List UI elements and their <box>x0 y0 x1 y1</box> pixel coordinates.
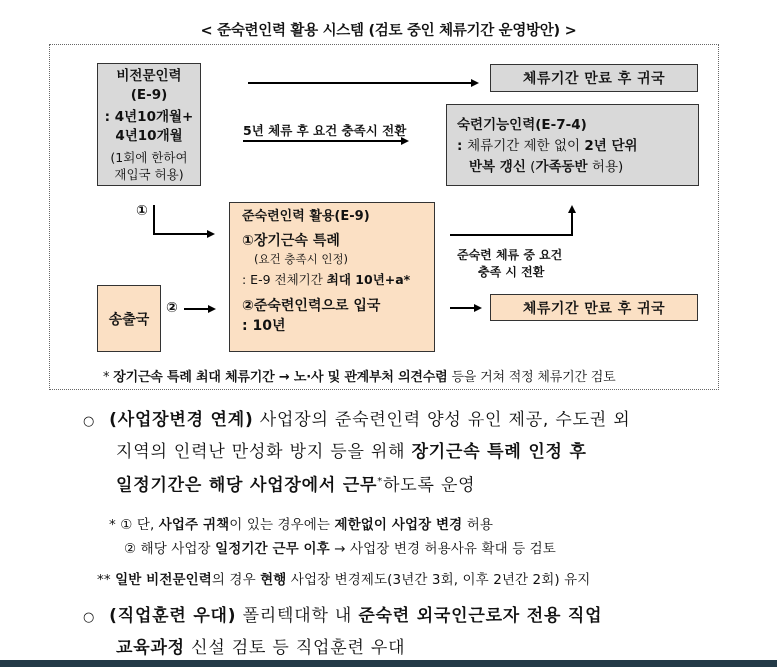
e9-line1: 비전문인력 <box>116 67 182 84</box>
junsuk-item2-period: : 10년 <box>242 318 286 334</box>
section2-line1 <box>83 601 602 633</box>
note-2 <box>124 537 556 557</box>
section2-text1: 폴리텍대학 내 <box>236 606 359 626</box>
semi-skilled-worker-box <box>229 202 435 352</box>
e74-desc-normal: 체류기간 제한 없이 <box>467 138 585 154</box>
section2-text2: 신설 검토 등 직업훈련 우대 <box>184 638 406 658</box>
note3-bold1: 일반 비전문인력 <box>115 572 212 588</box>
section1-line2 <box>83 437 630 467</box>
section1-bold3: 일정기간은 해당 사업장에서 근무 <box>116 475 378 496</box>
e74-skilled-worker-box <box>446 104 699 186</box>
e74-desc-bold3: 가족동반 <box>535 159 588 175</box>
section1-text2: 지역의 인력난 만성화 방지 등을 위해 <box>116 442 412 462</box>
arrow-line-bottom <box>450 307 476 309</box>
path1-vertical <box>153 205 155 235</box>
e74-desc-end: 허용) <box>587 159 624 175</box>
note2-text1: → 사업장 변경 허용사유 확대 등 검토 <box>329 541 556 557</box>
e9-line2: (E-9) <box>130 86 168 103</box>
e9-line5: (1회에 한하여 <box>110 149 188 165</box>
e9-line6: 재입국 허용) <box>114 166 184 182</box>
section2-line2 <box>83 633 602 663</box>
bullet-icon: ○ <box>83 414 96 429</box>
junsuk-item1: ①장기근속 특례 <box>242 233 340 249</box>
diagram-title: < 준숙련인력 활용 시스템 (검토 중인 체류기간 운영방안) > <box>200 23 577 39</box>
junsuk-item2: ②준숙련인력으로 입국 <box>242 298 381 314</box>
section1-line1 <box>83 405 630 437</box>
return-home-box-bottom: 체류기간 만료 후 귀국 <box>490 294 698 321</box>
e74-desc-bold2: 반복 갱신 <box>469 159 526 175</box>
conversion-vertical <box>571 211 573 236</box>
marker-2: ② <box>166 300 178 316</box>
section2-bold1: 준숙련 외국인근로자 전용 직업 <box>358 606 603 626</box>
note3-bold2: 현행 <box>260 572 287 588</box>
section1-line3 <box>83 467 630 501</box>
note2-prefix: ② 해당 사업장 <box>124 541 216 557</box>
bottom-bar <box>0 660 777 667</box>
bullet-icon: ○ <box>83 610 96 625</box>
arrowhead-transition <box>401 137 409 145</box>
note1-bold1: 사업주 귀책 <box>158 517 230 533</box>
junsuk-period-prefix: : E-9 전체기간 <box>242 272 327 287</box>
path2-line <box>184 308 210 310</box>
e74-colon: : <box>457 138 468 154</box>
section-vocational-training <box>83 601 602 663</box>
junsuk-title: 준숙련인력 활용(E-9) <box>242 209 370 224</box>
section1-sup: * <box>377 476 384 487</box>
return-home-box-top: 체류기간 만료 후 귀국 <box>490 64 698 92</box>
section1-text1: 사업장의 준숙련인력 양성 유인 제공, 수도권 외 <box>253 410 631 430</box>
note1-prefix: * ① 단, <box>109 517 159 533</box>
footnote-normal: 등을 거쳐 적정 체류기간 검토 <box>447 370 616 385</box>
e74-title: 숙련기능인력(E-7-4) <box>457 117 587 133</box>
marker-1: ① <box>136 203 148 219</box>
note1-bold2: 제한없이 사업장 변경 <box>334 517 463 533</box>
e9-line3: : 4년10개월+ <box>104 108 194 125</box>
footnote-bold: 장기근속 특례 최대 체류기간 → 노·사 및 관계부처 의견수렴 <box>113 370 448 385</box>
e74-desc-bold1: 2년 단위 <box>584 138 638 154</box>
arrowhead-top <box>471 79 479 87</box>
path1-horizontal <box>153 233 209 235</box>
note3-prefix: ** <box>97 572 116 588</box>
path1-arrowhead <box>207 230 215 238</box>
conversion-label-1: 준숙련 체류 중 요건 <box>457 248 563 262</box>
e74-paren: ( <box>525 159 536 175</box>
section-workplace-change <box>83 405 630 501</box>
section1-heading: (사업장변경 연계) <box>109 410 254 430</box>
note2-bold1: 일정기간 근무 이후 <box>215 541 330 557</box>
conversion-label-2: 충족 시 전환 <box>478 265 545 279</box>
conversion-arrowhead <box>568 205 576 213</box>
note3-text1: 의 경우 <box>211 572 261 588</box>
junsuk-item1-note: (요건 충족시 인정) <box>254 252 349 266</box>
note1-text2: 허용 <box>462 517 494 533</box>
transition-label: 5년 체류 후 요건 충족시 전환 <box>243 123 407 138</box>
note1-text1: 이 있는 경우에는 <box>229 517 335 533</box>
conversion-horizontal <box>450 234 573 236</box>
arrowhead-bottom <box>474 304 482 312</box>
footnote-star: * <box>103 370 114 385</box>
e74-desc-line2 <box>457 157 690 178</box>
arrow-line-transition <box>243 140 403 142</box>
e74-desc-line1 <box>457 136 690 157</box>
note-3 <box>97 568 590 588</box>
section2-heading: (직업훈련 우대) <box>109 606 237 626</box>
e9-line4: 4년10개월 <box>115 127 183 144</box>
junsuk-period-bold: 최대 10년+a* <box>326 272 411 287</box>
section1-bold2: 장기근속 특례 인정 후 <box>411 442 587 462</box>
sending-country-box: 송출국 <box>97 285 161 352</box>
path2-arrowhead <box>208 305 216 313</box>
section2-bold2: 교육과정 <box>116 638 185 658</box>
arrow-line-top <box>248 82 473 84</box>
note3-text2: 사업장 변경제도(3년간 3회, 이후 2년간 2회) 유지 <box>286 572 591 588</box>
e9-worker-box <box>97 63 201 186</box>
section1-text3: 하도록 운영 <box>383 475 476 496</box>
note-1 <box>109 513 493 533</box>
junsuk-item1-period <box>242 270 434 290</box>
diagram-footnote <box>103 366 615 385</box>
